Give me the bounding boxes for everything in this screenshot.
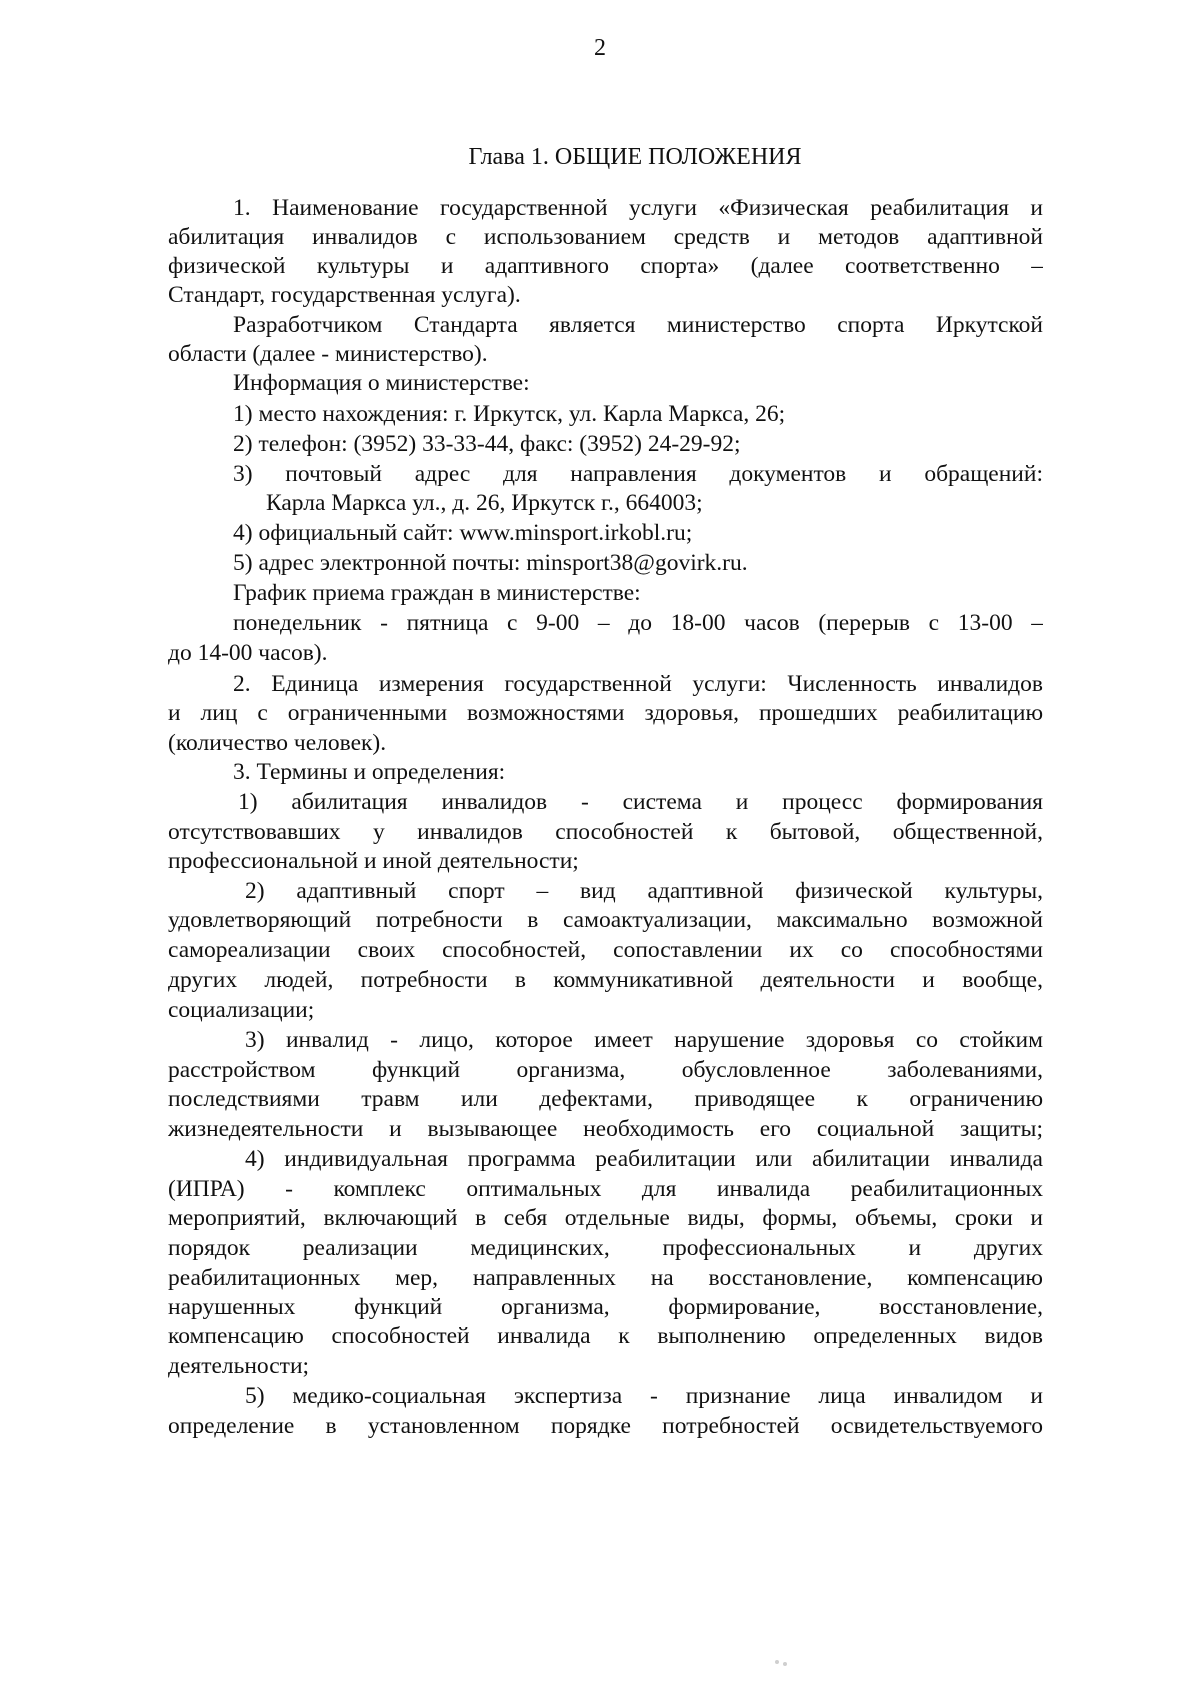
- text-line: 3) почтовый адрес для направления документов и обращений:: [233, 461, 1043, 487]
- text-line: и лиц с ограниченными возможностями здоровья, прошедших реабилитацию: [168, 700, 1043, 726]
- text-line: реабилитационных мер, направленных на восстановление, компенсацию: [168, 1265, 1043, 1291]
- scan-artifact: [775, 1660, 779, 1664]
- text-line: удовлетворяющий потребности в самоактуализации, максимально возможной: [168, 907, 1043, 933]
- text-line: абилитация инвалидов с использованием средств и методов адаптивной: [168, 224, 1043, 250]
- text-line: деятельности;: [168, 1353, 310, 1379]
- text-line: социализации;: [168, 997, 315, 1023]
- text-line: нарушенных функций организма, формирование, восстановление,: [168, 1294, 1043, 1320]
- text-line: мероприятий, включающий в себя отдельные виды, формы, объемы, сроки и: [168, 1205, 1043, 1231]
- text-line: профессиональной и иной деятельности;: [168, 848, 579, 874]
- text-line: 3. Термины и определения:: [233, 759, 506, 785]
- text-line: 2) адаптивный спорт – вид адаптивной физической культуры,: [245, 878, 1043, 904]
- text-line: 3) инвалид - лицо, которое имеет нарушение здоровья со стойким: [245, 1027, 1043, 1053]
- text-line: компенсацию способностей инвалида к выполнению определенных видов: [168, 1323, 1043, 1349]
- page-number: 2: [594, 35, 606, 61]
- text-line: 4) индивидуальная программа реабилитации или абилитации инвалида: [245, 1146, 1043, 1172]
- text-line: отсутствовавших у инвалидов способностей к бытовой, общественной,: [168, 819, 1043, 845]
- text-line: 5) адрес электронной почты: minsport38@govirk.ru.: [233, 550, 748, 576]
- text-line: 1) место нахождения: г. Иркутск, ул. Карла Маркса, 26;: [233, 401, 786, 427]
- text-line: 2. Единица измерения государственной услуги: Численность инвалидов: [233, 671, 1043, 697]
- text-line: Стандарт, государственная услуга).: [168, 282, 521, 308]
- text-line: Разработчиком Стандарта является министерство спорта Иркутской: [233, 312, 1043, 338]
- text-line: 5) медико-социальная экспертиза - признание лица инвалидом и: [245, 1383, 1043, 1409]
- text-line: 1. Наименование государственной услуги «Физическая реабилитация и: [233, 195, 1043, 221]
- text-line: График приема граждан в министерстве:: [233, 580, 641, 606]
- text-line: жизнедеятельности и вызывающее необходимость его социальной защиты;: [168, 1116, 1043, 1142]
- text-line: самореализации своих способностей, сопоставлении их со способностями: [168, 937, 1043, 963]
- scan-artifact: [783, 1662, 787, 1666]
- text-line: до 14-00 часов).: [168, 640, 328, 666]
- text-line: Информация о министерстве:: [233, 370, 530, 396]
- text-line: определение в установленном порядке потребностей освидетельствуемого: [168, 1413, 1043, 1439]
- text-line: области (далее - министерство).: [168, 341, 488, 367]
- text-line: 4) официальный сайт: www.minsport.irkobl.ru;: [233, 520, 693, 546]
- text-line: физической культуры и адаптивного спорта» (далее соответственно –: [168, 253, 1043, 279]
- text-line: 1) абилитация инвалидов - система и процесс формирования: [238, 789, 1043, 815]
- text-line: (ИПРА) - комплекс оптимальных для инвалида реабилитационных: [168, 1176, 1043, 1202]
- text-line: Карла Маркса ул., д. 26, Иркутск г., 664003;: [266, 490, 703, 516]
- chapter-heading: Глава 1. ОБЩИЕ ПОЛОЖЕНИЯ: [468, 144, 802, 170]
- text-line: последствиями травм или дефектами, приводящее к ограничению: [168, 1086, 1043, 1112]
- text-line: расстройством функций организма, обусловленное заболеваниями,: [168, 1057, 1043, 1083]
- text-line: 2) телефон: (3952) 33-33-44, факс: (3952) 24-29-92;: [233, 431, 741, 457]
- text-line: понедельник - пятница с 9-00 – до 18-00 часов (перерыв с 13-00 –: [233, 610, 1043, 636]
- text-line: порядок реализации медицинских, профессиональных и других: [168, 1235, 1043, 1261]
- text-line: других людей, потребности в коммуникативной деятельности и вообще,: [168, 967, 1043, 993]
- text-line: (количество человек).: [168, 730, 387, 756]
